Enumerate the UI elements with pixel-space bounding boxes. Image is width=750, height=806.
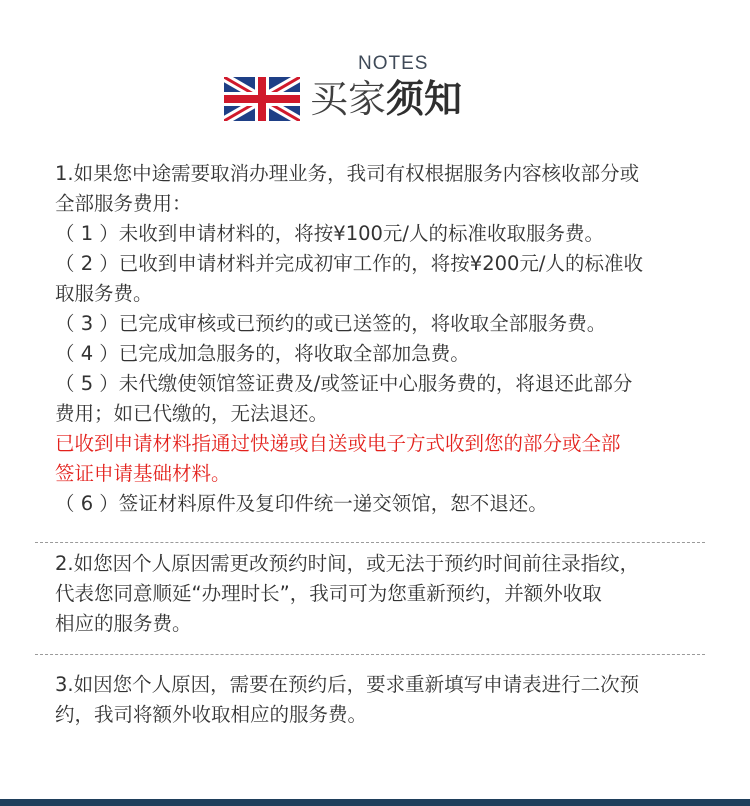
notice-1-item-2-cont: 取服务费。 bbox=[55, 282, 153, 305]
notice-1-item-3: （ 3 ）已完成审核或已预约的或已送签的，将收取全部服务费。 bbox=[55, 312, 607, 335]
notice-1-item-4: （ 4 ）已完成加急服务的，将收取全部加急费。 bbox=[55, 342, 470, 365]
highlight-note-line-2: 签证申请基础材料。 bbox=[55, 462, 231, 485]
title-part-2: 须知 bbox=[386, 77, 463, 121]
notice-3-line-1: 3.如因您个人原因，需要在预约后，要求重新填写申请表进行二次预 bbox=[55, 673, 640, 696]
notice-section-2 bbox=[55, 549, 705, 639]
page-title bbox=[310, 75, 462, 123]
notice-section-1 bbox=[55, 159, 705, 519]
bottom-bar bbox=[0, 799, 750, 806]
notice-2-line-3: 相应的服务费。 bbox=[55, 612, 192, 635]
notice-1-line-1: 1.如果您中途需要取消办理业务，我司有权根据服务内容核收部分或 bbox=[55, 162, 640, 185]
notice-1-item-2: （ 2 ）已收到申请材料并完成初审工作的，将按¥200元/人的标准收 bbox=[55, 252, 643, 275]
notes-header bbox=[0, 50, 750, 130]
title-part-1: 买家 bbox=[310, 77, 387, 121]
highlight-note-line-1: 已收到申请材料指通过快递或自送或电子方式收到您的部分或全部 bbox=[55, 432, 621, 455]
notice-1-item-5-cont: 费用；如已代缴的，无法退还。 bbox=[55, 402, 329, 425]
notice-2-line-1: 2.如您因个人原因需更改预约时间，或无法于预约时间前往录指纹， bbox=[55, 552, 640, 575]
dashed-divider bbox=[35, 654, 705, 655]
notice-3-line-2: 约，我司将额外收取相应的服务费。 bbox=[55, 703, 368, 726]
notice-1-item-6: （ 6 ）签证材料原件及复印件统一递交领馆，恕不退还。 bbox=[55, 492, 548, 515]
notice-section-3 bbox=[55, 670, 705, 730]
notes-label: NOTES bbox=[358, 53, 429, 74]
dashed-divider bbox=[35, 542, 705, 543]
notice-2-line-2: 代表您同意顺延“办理时长”，我司可为您重新预约，并额外收取 bbox=[55, 582, 602, 605]
notice-1-item-5: （ 5 ）未代缴使领馆签证费及/或签证中心服务费的，将退还此部分 bbox=[55, 372, 633, 395]
notice-1-item-1: （ 1 ）未收到申请材料的，将按¥100元/人的标准收取服务费。 bbox=[55, 222, 604, 245]
uk-flag-icon bbox=[224, 77, 300, 121]
notice-1-line-2: 全部服务费用： bbox=[55, 192, 192, 215]
